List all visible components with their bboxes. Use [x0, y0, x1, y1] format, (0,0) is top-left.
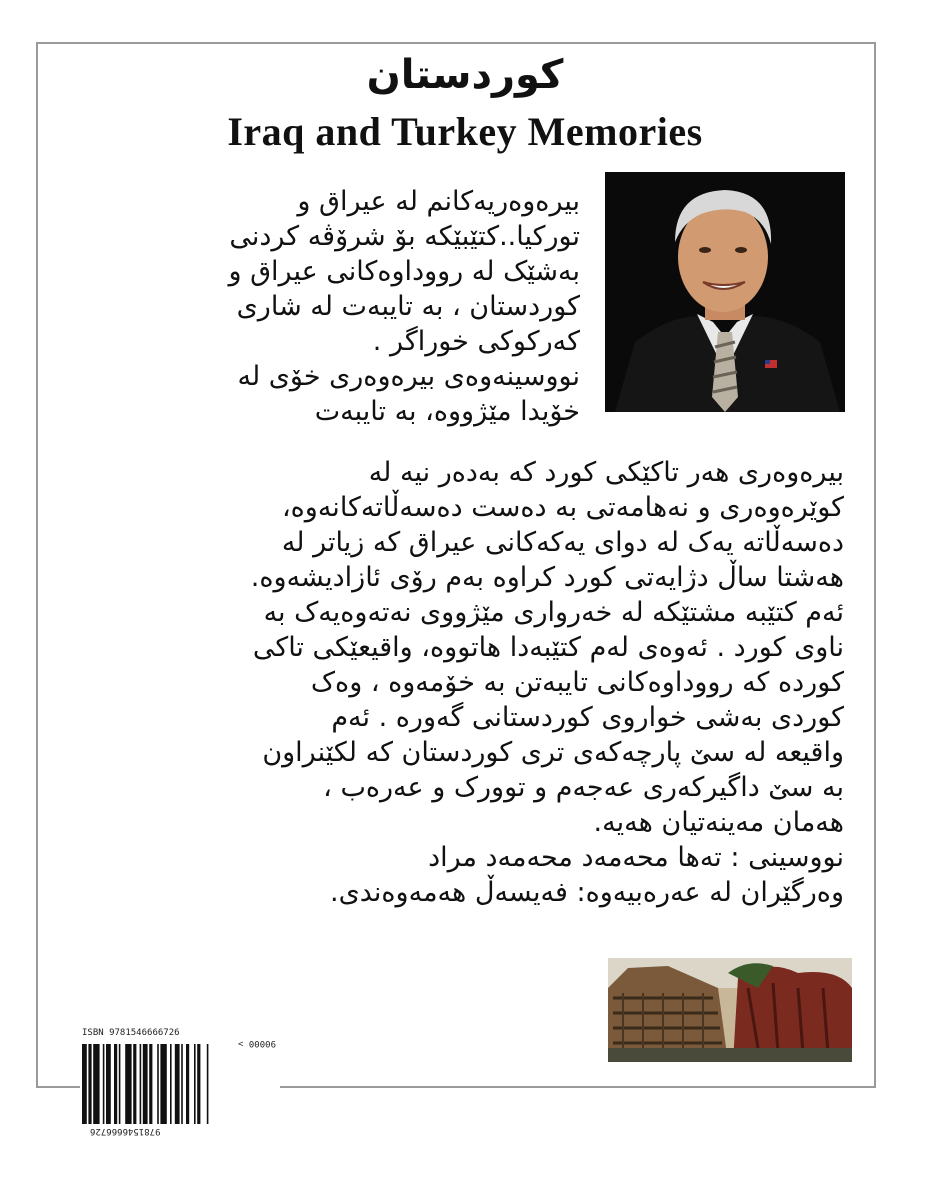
barcode-bar — [186, 1044, 189, 1124]
author-credit: نووسینی : تەها محەمەد محەمەد مراد — [428, 842, 844, 873]
barcode-bar — [140, 1044, 142, 1124]
title-english: Iraq and Turkey Memories — [227, 109, 703, 154]
text-line: بە سێ داگیرکەری عەجەم و توورک و عەرەب ، — [323, 772, 844, 803]
description-beside-photo — [228, 184, 580, 429]
barcode-bar — [194, 1044, 196, 1124]
barcode-bar — [114, 1044, 117, 1124]
title-kurdish: کوردستان — [366, 52, 564, 98]
barcode-bar — [133, 1044, 136, 1124]
price-code: 90000 > — [238, 1038, 276, 1048]
text-line: بیرەوەریەکانم لە عیراق و — [297, 186, 580, 217]
text-line: کوردستان ، بە تایبەت لە شاری — [236, 291, 580, 322]
text-line: کوردە کە رووداوەکانی تایبەتن بە خۆمەوە ، وەک — [310, 667, 844, 698]
text-line: ناوی کورد . ئەوەی لەم کتێبەدا هاتووە، واقیعێکی تاکی — [252, 632, 844, 663]
barcode-bar — [125, 1044, 131, 1124]
barcode-bar — [207, 1044, 209, 1124]
author-photo — [605, 172, 845, 412]
barcode-bar — [143, 1044, 148, 1124]
text-line: نووسینەوەی بیرەوەری خۆی لە — [237, 361, 580, 392]
barcode-bar — [170, 1044, 172, 1124]
barcode-bar — [181, 1044, 183, 1124]
barcode-bar — [103, 1044, 105, 1124]
barcode-bar — [106, 1044, 111, 1124]
text-line: هەشتا ساڵ دژایەتی کورد کراوە بەم رۆی ئازادیشەوە. — [250, 562, 844, 593]
description-full-width — [251, 455, 844, 910]
translator-credit: وەرگێران لە عەرەبیەوە: فەیسەڵ هەمەوەندی. — [330, 877, 844, 908]
barcode-bar — [93, 1044, 99, 1124]
text-line: واقیعە لە سێ پارچەکەی تری کوردستان کە لکێنراون — [262, 737, 844, 768]
barcode-bar — [149, 1044, 152, 1124]
isbn-text: ISBN 9781546666726 — [82, 1028, 180, 1038]
barcode-bar — [119, 1044, 121, 1124]
text-line: بیرەوەری هەر تاکێکی کورد کە بەدەر نیە لە — [368, 457, 844, 488]
barcode-bar — [88, 1044, 91, 1124]
landscape-image — [608, 958, 852, 1062]
text-line: بەشێک لە رووداوەکانی عیراق و — [228, 256, 580, 287]
barcode-bar — [82, 1044, 87, 1124]
barcode-number: 9781546666726 — [90, 1126, 161, 1136]
text-line: ئەم کتێبە مشتێکە لە خەرواری مێژووی نەتەوەیەک بە — [263, 597, 844, 628]
text-line: خۆیدا مێژووە، بە تایبەت — [314, 396, 580, 427]
barcode-bars — [80, 1044, 280, 1132]
barcode-bar — [157, 1044, 159, 1124]
barcode-bar — [175, 1044, 180, 1124]
barcode-bar — [160, 1044, 166, 1124]
text-line: کوردی بەشی خواروی کوردستانی گەورە . ئەم — [331, 702, 844, 733]
author-portrait-image — [605, 172, 845, 412]
text-line: دەسەڵاتە یەک لە دوای یەکەکانی عیراق کە زیاتر لە — [281, 527, 844, 558]
text-line: کوێرەوەری و نەهامەتی بە دەست دەسەڵاتەکانەوە، — [281, 492, 844, 523]
text-line: تورکیا..کتێبێکە بۆ شرۆڤە کردنی — [229, 221, 580, 252]
text-line: کەرکوکی خوراگر . — [372, 326, 580, 357]
barcode-bar — [197, 1044, 200, 1124]
text-line: هەمان مەینەتیان هەیە. — [593, 807, 844, 838]
landscape-photo — [608, 958, 852, 1062]
barcode — [80, 1022, 280, 1134]
